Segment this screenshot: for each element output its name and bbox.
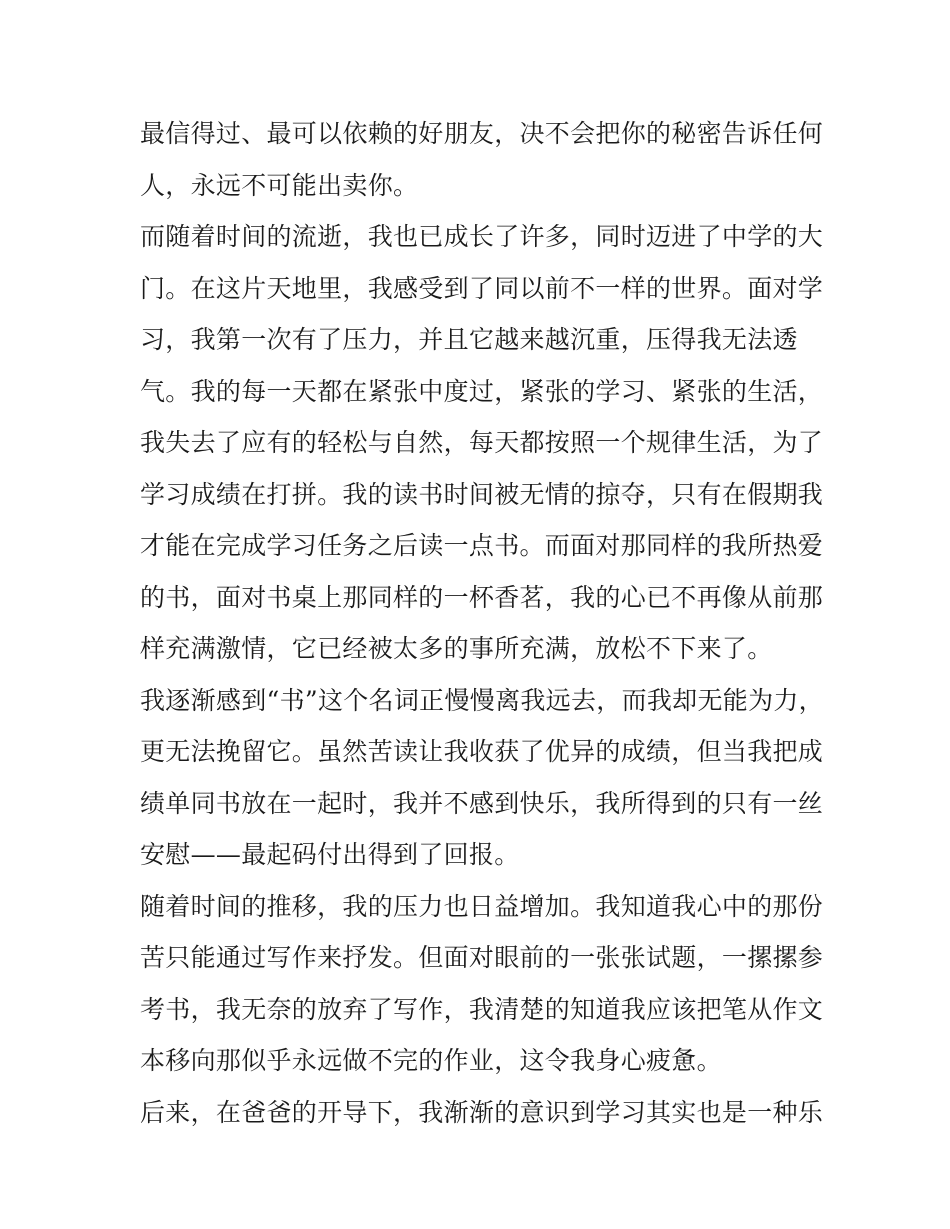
text-line: 后来，在爸爸的开导下，我渐渐的意识到学习其实也是一种乐 — [140, 1097, 824, 1127]
text-line: 习，我第一次有了压力，并且它越来越沉重，压得我无法透 — [140, 325, 798, 354]
text-line: 气。我的每一天都在紧张中度过，紧张的学习、紧张的生活， — [140, 376, 824, 406]
text-line: 样充满激情，它已经被太多的事所充满，放松不下来了。 — [140, 634, 773, 663]
text-line: 随着时间的推移，我的压力也日益增加。我知道我心中的那份 — [140, 891, 824, 921]
text-line: 学习成绩在打拼。我的读书时间被无情的掠夺，只有在假期我 — [140, 479, 824, 509]
text-line: 人，永远不可能出卖你。 — [140, 170, 419, 200]
text-line: 门。在这片天地里，我感受到了同以前不一样的世界。面对学 — [140, 273, 824, 303]
text-line: 绩单同书放在一起时，我并不感到快乐，我所得到的只有一丝 — [140, 788, 824, 818]
text-line: 更无法挽留它。虽然苦读让我收获了优异的成绩，但当我把成 — [140, 737, 824, 766]
text-line: 才能在完成学习任务之后读一点书。而面对那同样的我所热爱 — [140, 531, 824, 560]
text-line: 我逐渐感到“书”这个名词正慢慢离我远去，而我却无能为力， — [140, 685, 824, 715]
text-line: 的书，面对书桌上那同样的一杯香茗，我的心已不再像从前那 — [140, 582, 824, 612]
text-line: 而随着时间的流逝，我也已成长了许多，同时迈进了中学的大 — [140, 222, 824, 251]
text-line: 本移向那似乎永远做不完的作业，这令我身心疲惫。 — [140, 1046, 722, 1075]
text-line: 最信得过、最可以依赖的好朋友，决不会把你的秘密告诉任何 — [140, 119, 824, 148]
text-line: 考书，我无奈的放弃了写作，我清楚的知道我应该把笔从作文 — [140, 994, 824, 1024]
text-line: 苦只能通过写作来抒发。但面对眼前的一张张试题，一摞摞参 — [140, 943, 824, 972]
essay-text — [140, 108, 824, 1138]
text-line: 安慰——最起码付出得到了回报。 — [140, 840, 520, 869]
text-line: 我失去了应有的轻松与自然，每天都按照一个规律生活，为了 — [140, 428, 824, 457]
